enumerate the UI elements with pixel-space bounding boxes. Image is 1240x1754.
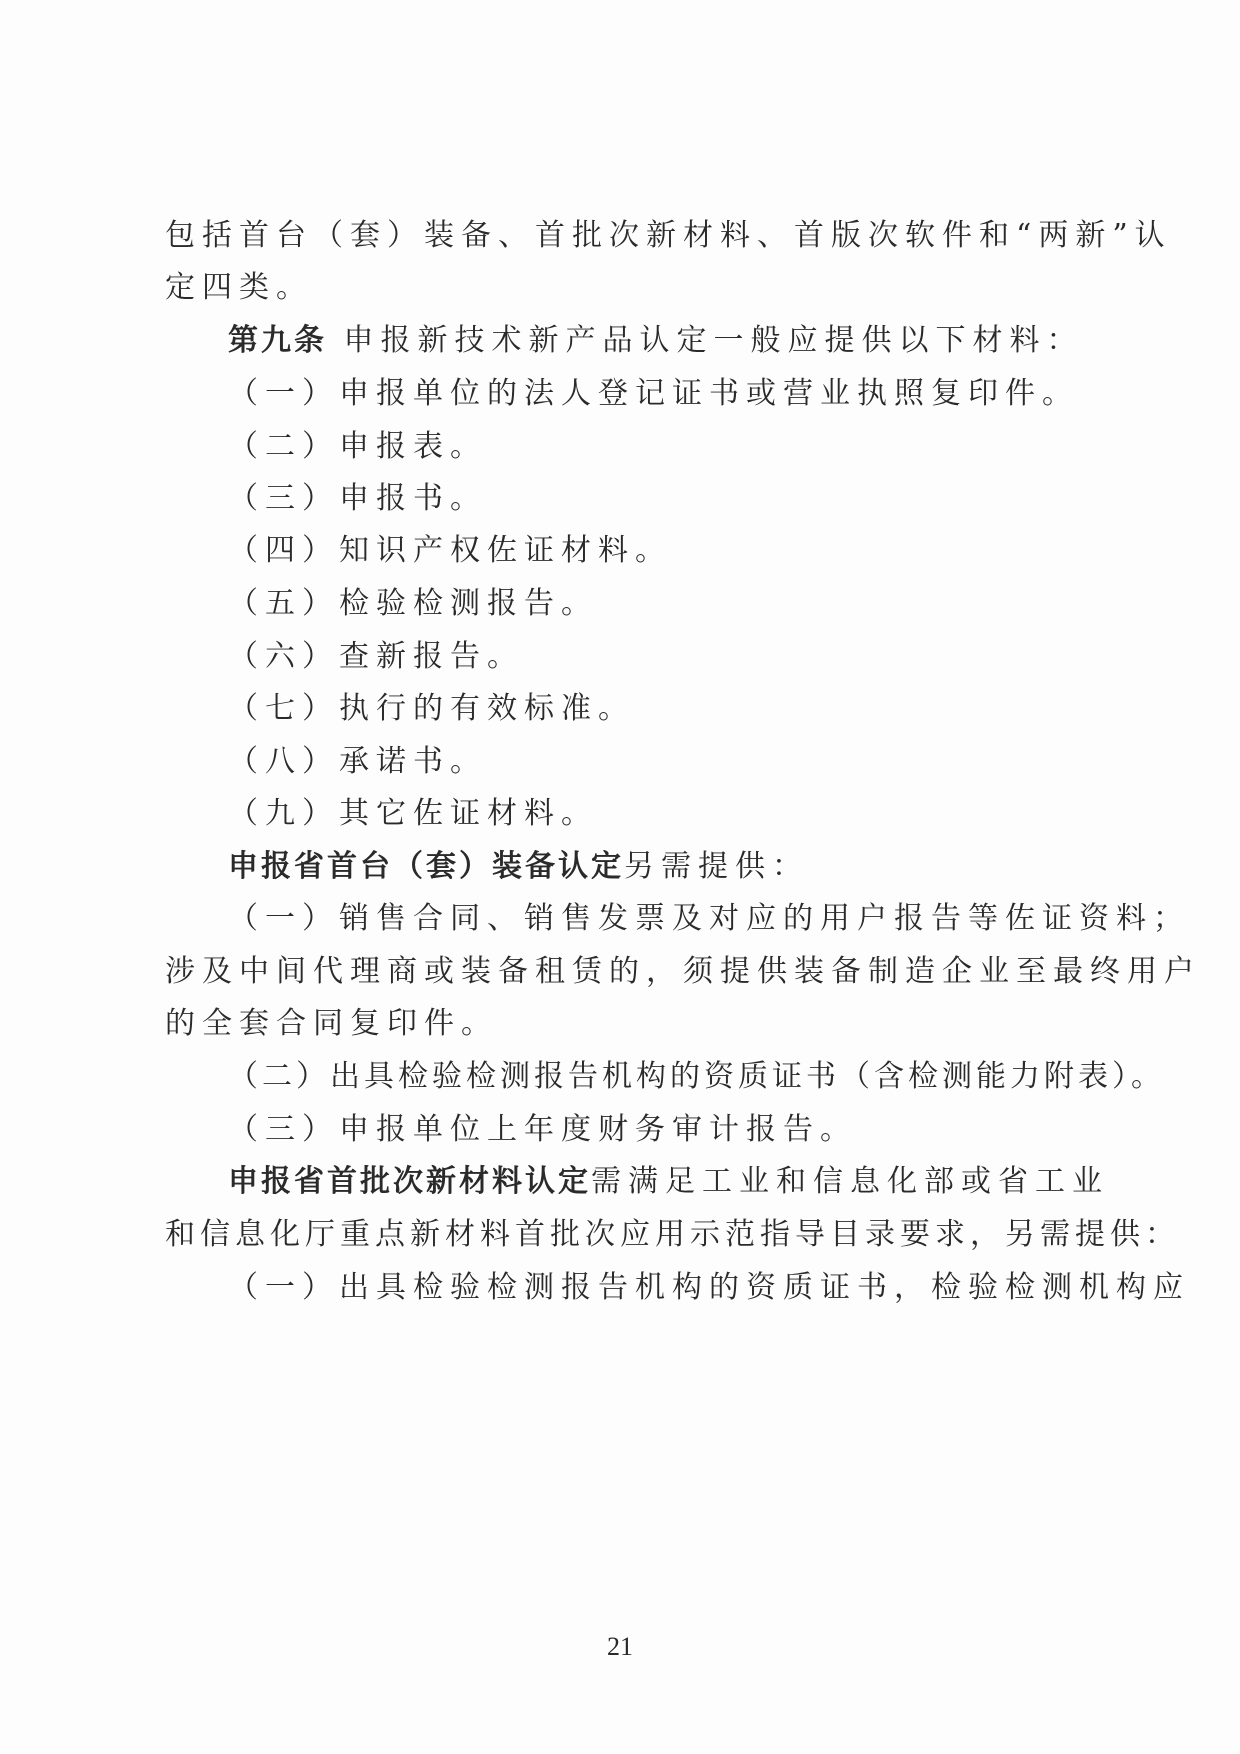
list-item: （四）知识产权佐证材料。 xyxy=(228,533,672,568)
list-item-continuation: 涉及中间代理商或装备租赁的，须提供装备制造企业至最终用户 xyxy=(165,954,1201,989)
list-item: （二）申报表。 xyxy=(228,429,487,464)
paragraph-line: 包括首台（套）装备、首批次新材料、首版次软件和“两新”认 xyxy=(165,218,1172,253)
list-item: （一）销售合同、销售发票及对应的用户报告等佐证资料； xyxy=(228,901,1190,936)
list-item: （六）查新报告。 xyxy=(228,639,524,674)
page-number: 21 xyxy=(607,1632,633,1661)
list-item: （一）出具检验检测报告机构的资质证书，检验检测机构应 xyxy=(228,1270,1190,1305)
article-9-line xyxy=(228,321,1084,361)
list-item-continuation: 的全套合同复印件。 xyxy=(165,1006,498,1041)
equipment-heading: 申报省首台（套）装备认定 xyxy=(228,849,624,884)
list-item: （八）承诺书。 xyxy=(228,744,487,779)
list-item: （九）其它佐证材料。 xyxy=(228,796,598,831)
article-9-text: 申报新技术新产品认定一般应提供以下材料： xyxy=(327,323,1084,358)
equipment-text: 另需提供： xyxy=(624,849,809,884)
list-item: （七）执行的有效标准。 xyxy=(228,691,635,726)
materials-heading-line xyxy=(228,1162,1109,1202)
paragraph-line: 和信息化厅重点新材料首批次应用示范指导目录要求，另需提供： xyxy=(165,1217,1180,1252)
paragraph-line: 定四类。 xyxy=(165,270,313,305)
equipment-heading-line xyxy=(228,847,809,887)
materials-text: 需满足工业和信息化部或省工业 xyxy=(591,1164,1109,1199)
list-item: （二）出具检验检测报告机构的资质证书（含检测能力附表）。 xyxy=(228,1059,1165,1094)
list-item: （三）申报单位上年度财务审计报告。 xyxy=(228,1112,857,1147)
article-9-heading: 第九条 xyxy=(228,323,327,358)
list-item: （五）检验检测报告。 xyxy=(228,586,598,621)
list-item: （一）申报单位的法人登记证书或营业执照复印件。 xyxy=(228,376,1079,411)
list-item: （三）申报书。 xyxy=(228,481,487,516)
materials-heading: 申报省首批次新材料认定 xyxy=(228,1164,591,1199)
